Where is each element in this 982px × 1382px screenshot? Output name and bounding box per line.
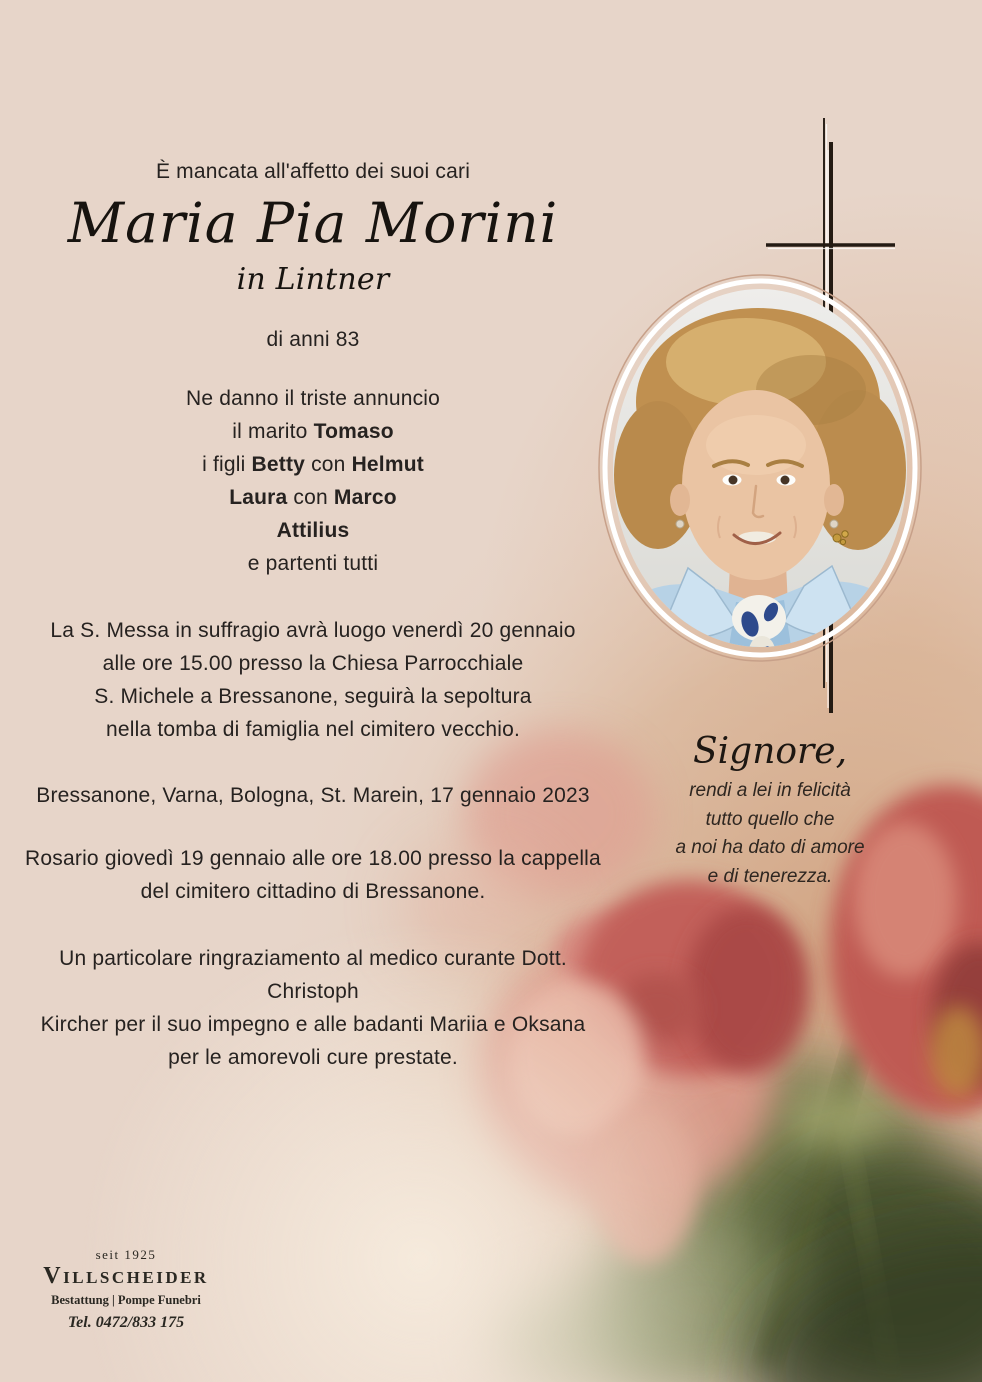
thanks-line: Kircher per il suo impegno e alle badanti Mariia e Oksana bbox=[40, 1013, 586, 1036]
family-children-line: i figli Betty con Helmut bbox=[202, 453, 424, 476]
family-son-line: Attilius bbox=[276, 519, 350, 542]
prayer-line: a noi ha dato di amore bbox=[675, 837, 865, 858]
thanks-paragraph bbox=[23, 942, 603, 1074]
logo-name: Villscheider bbox=[43, 1263, 209, 1289]
mass-line: alle ore 15.00 presso la Chiesa Parrocchiale bbox=[102, 652, 524, 675]
mass-line: La S. Messa in suffragio avrà luogo venerdì 20 gennaio bbox=[50, 619, 576, 642]
mass-line: S. Michele a Bressanone, seguirà la sepoltura bbox=[94, 685, 532, 708]
mass-line: nella tomba di famiglia nel cimitero vecchio. bbox=[105, 718, 521, 741]
family-relatives-line: e partenti tutti bbox=[247, 552, 379, 575]
thanks-line: Un particolare ringraziamento al medico curante Dott. Christoph bbox=[59, 947, 567, 1003]
rosary-line: Rosario giovedì 19 gennaio alle ore 18.00 presso la cappella bbox=[25, 847, 601, 870]
prayer-block bbox=[642, 731, 898, 891]
rosary-info bbox=[23, 842, 603, 908]
rosary-line: del cimitero cittadino di Bressanone. bbox=[140, 880, 486, 903]
logo-phone-line: Tel. 0472/833 175 bbox=[67, 1314, 185, 1331]
prayer-line: rendi a lei in felicità bbox=[689, 780, 851, 801]
prayer-line: e di tenerezza. bbox=[707, 865, 833, 887]
prayer-title: Signore, bbox=[692, 731, 848, 772]
family-intro-line: Ne danno il triste annuncio bbox=[185, 387, 441, 410]
place-date-line: Bressanone, Varna, Bologna, St. Marein, 17 gennaio 2023 bbox=[36, 784, 590, 807]
mass-info bbox=[23, 614, 603, 746]
logo-services-line: Bestattung | Pompe Funebri bbox=[51, 1293, 201, 1307]
age-line: di anni 83 bbox=[266, 328, 360, 351]
family-daughter-line: Laura con Marco bbox=[229, 486, 397, 509]
thanks-line: per le amorevoli cure prestate. bbox=[168, 1046, 458, 1069]
deceased-name: Maria Pia Morini bbox=[67, 191, 559, 255]
family-husband-line: il marito Tomaso bbox=[232, 420, 394, 443]
married-name: in Lintner bbox=[236, 262, 390, 297]
intro-line: È mancata all'affetto dei suoi cari bbox=[155, 160, 471, 183]
family-announcement bbox=[23, 382, 603, 580]
funeral-home-logo bbox=[28, 1247, 224, 1333]
logo-since-line: seit 1925 bbox=[95, 1247, 157, 1262]
prayer-line: tutto quello che bbox=[705, 808, 835, 830]
portrait-photo bbox=[596, 270, 924, 666]
